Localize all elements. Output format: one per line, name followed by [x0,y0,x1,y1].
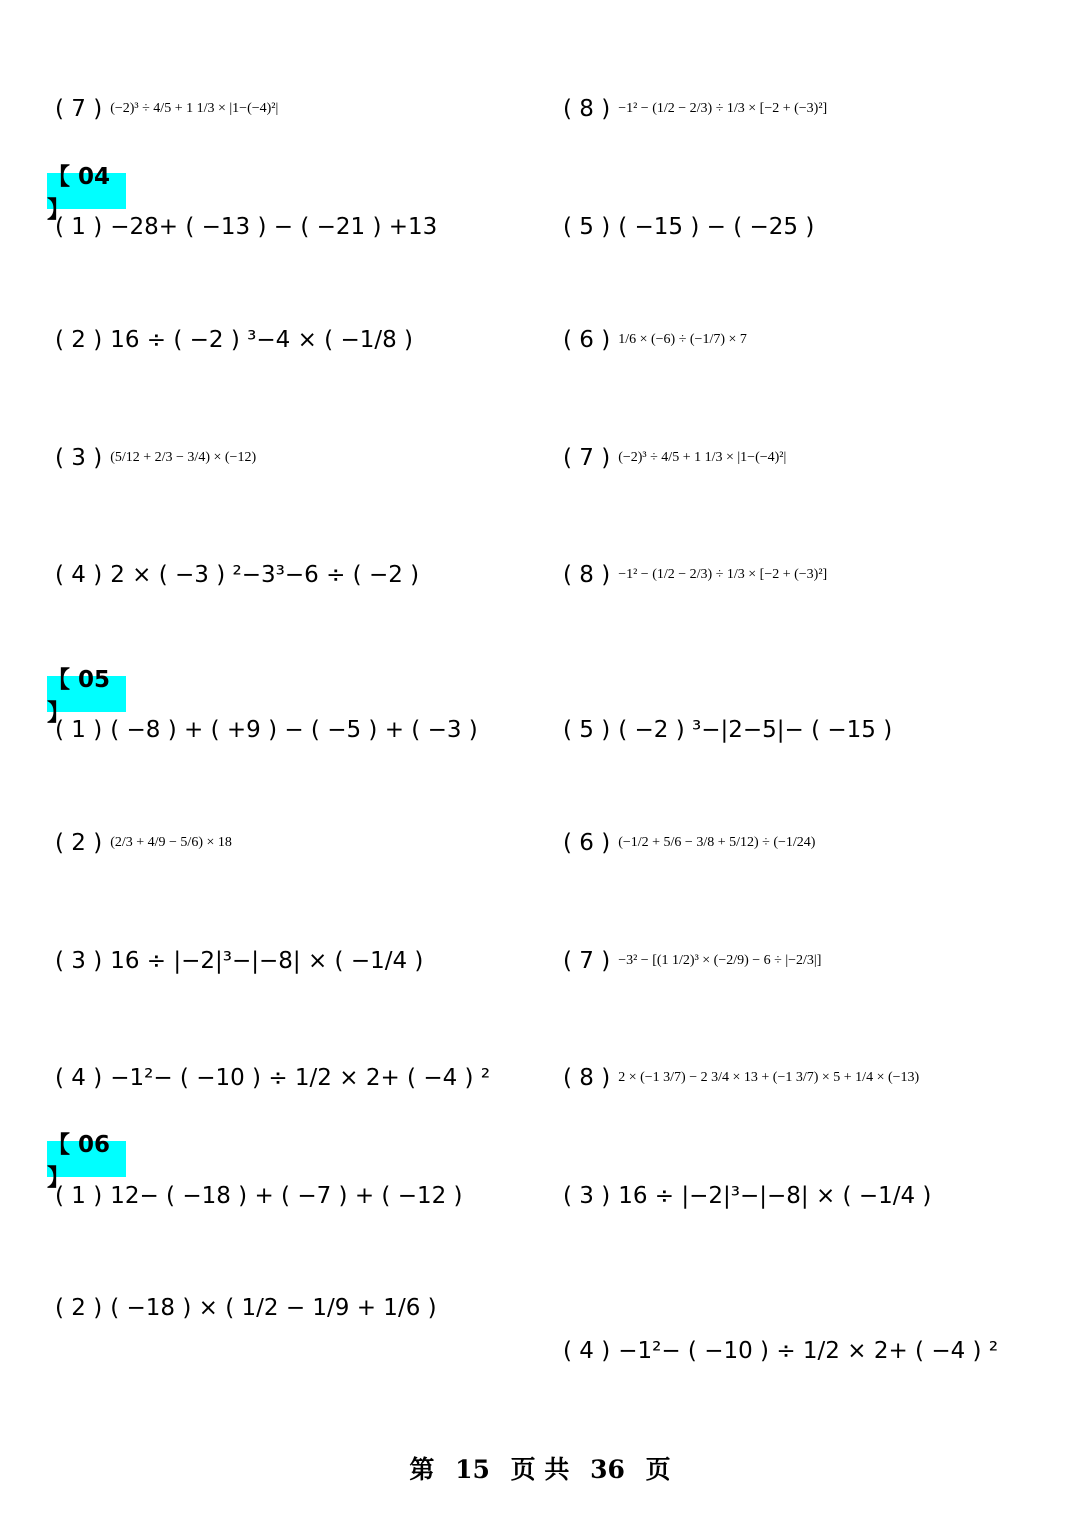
problem-04-3 [55,445,256,471]
problem-expression: −3² − [(1 1/2)³ × (−2/9) − 6 ÷ |−2/3|] [618,953,822,968]
problem-label: ( 1 ) [55,1183,103,1209]
problem-expression: ( −8 ) + ( +9 ) − ( −5 ) + ( −3 ) [110,717,478,743]
footer-page-number: 15 [455,1455,490,1484]
problem-expression: 12− ( −18 ) + ( −7 ) + ( −12 ) [110,1183,463,1209]
problem-label: ( 6 ) [563,830,611,856]
problem-label: ( 8 ) [563,96,611,122]
problem-label: ( 2 ) [55,1295,103,1321]
problem-expression: 16 ÷ |−2|³−|−8| × ( −1/4 ) [110,948,424,974]
footer-post: 页 [645,1455,671,1484]
problem-label: ( 3 ) [55,445,103,471]
problem-label: ( 8 ) [563,1065,611,1091]
footer-mid: 页 共 [510,1455,570,1484]
problem-expression: (−2)³ ÷ 4/5 + 1 1/3 × |1−(−4)²| [618,450,787,465]
problem-expression: (−1/2 + 5/6 − 3/8 + 5/12) ÷ (−1/24) [618,835,816,850]
problem-05-7 [563,948,821,974]
problem-expression: (−2)³ ÷ 4/5 + 1 1/3 × |1−(−4)²| [110,101,279,116]
problem-04-8 [563,562,827,588]
problem-label: ( 1 ) [55,717,103,743]
page-footer [0,1450,1080,1486]
problem-06-4 [563,1338,998,1364]
problem-04-5 [563,214,814,240]
problem-04-6 [563,327,747,353]
problem-label: ( 2 ) [55,327,103,353]
problem-expression: (2/3 + 4/9 − 5/6) × 18 [110,835,232,850]
problem-expression: 16 ÷ ( −2 ) ³−4 × ( −1/8 ) [110,327,414,353]
section-badge-04: 【 04 】 [47,173,126,209]
problem-label: ( 8 ) [563,562,611,588]
problem-05-3 [55,948,423,974]
problem-04-4 [55,562,419,588]
footer-pre: 第 [409,1455,435,1484]
problem-04-7 [563,445,786,471]
problem-06-3 [563,1183,931,1209]
problem-expression: −28+ ( −13 ) − ( −21 ) +13 [110,214,438,240]
problem-label: ( 6 ) [563,327,611,353]
problem-expression: −1²− ( −10 ) ÷ 1/2 × 2+ ( −4 ) ² [110,1065,491,1091]
problem-label: ( 4 ) [563,1338,611,1364]
problem-05-5 [563,717,892,743]
problem-top-7 [55,96,278,122]
problem-04-2 [55,327,413,353]
footer-total-pages: 36 [590,1455,625,1484]
problem-expression: 2 × ( −3 ) ²−3³−6 ÷ ( −2 ) [110,562,420,588]
problem-label: ( 5 ) [563,214,611,240]
problem-top-8 [563,96,827,122]
problem-label: ( 7 ) [563,948,611,974]
problem-label: ( 2 ) [55,830,103,856]
problem-label: ( 7 ) [563,445,611,471]
problem-expression: −1²− ( −10 ) ÷ 1/2 × 2+ ( −4 ) ² [618,1338,999,1364]
problem-label: ( 3 ) [55,948,103,974]
problem-label: ( 3 ) [563,1183,611,1209]
problem-label: ( 4 ) [55,1065,103,1091]
problem-label: ( 4 ) [55,562,103,588]
problem-05-1 [55,717,478,743]
problem-label: ( 1 ) [55,214,103,240]
problem-04-1 [55,214,437,240]
problem-expression: (5/12 + 2/3 − 3/4) × (−12) [110,450,257,465]
problem-label: ( 7 ) [55,96,103,122]
problem-05-2 [55,830,232,856]
section-badge-06: 【 06 】 [47,1141,126,1177]
problem-05-4 [55,1065,490,1091]
problem-expression: ( −15 ) − ( −25 ) [618,214,815,240]
problem-05-6 [563,830,815,856]
problem-expression: ( −2 ) ³−|2−5|− ( −15 ) [618,717,893,743]
problem-expression: 2 × (−1 3/7) − 2 3/4 × 13 + (−1 3/7) × 5 + 1/4 × (−13) [618,1070,920,1085]
problem-expression: ( −18 ) × ( 1/2 − 1/9 + 1/6 ) [110,1295,437,1321]
problem-expression: −1² − (1/2 − 2/3) ÷ 1/3 × [−2 + (−3)²] [618,567,828,582]
problem-expression: −1² − (1/2 − 2/3) ÷ 1/3 × [−2 + (−3)²] [618,101,828,116]
section-badge-05: 【 05 】 [47,676,126,712]
problem-06-1 [55,1183,463,1209]
problem-expression: 16 ÷ |−2|³−|−8| × ( −1/4 ) [618,1183,932,1209]
problem-05-8 [563,1065,919,1091]
problem-06-2 [55,1295,437,1321]
problem-label: ( 5 ) [563,717,611,743]
problem-expression: 1/6 × (−6) ÷ (−1/7) × 7 [618,332,747,347]
